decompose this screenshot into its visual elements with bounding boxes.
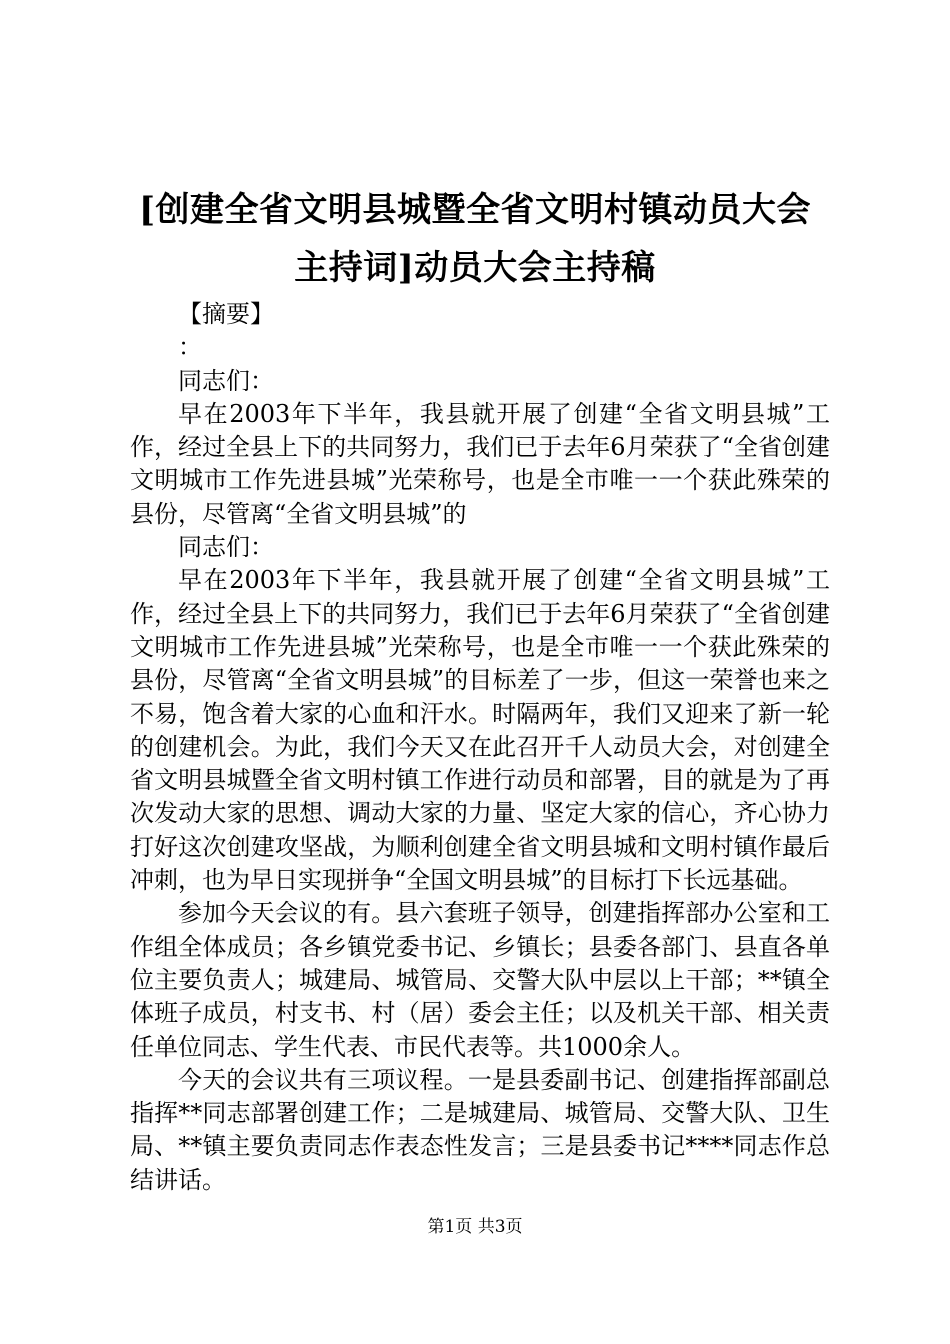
document-title-line-1: [创建全省文明县城暨全省文明村镇动员大会 xyxy=(138,190,812,230)
document-title-line-2: 主持词]动员大会主持稿 xyxy=(294,248,656,288)
body-paragraph: 早在2003年下半年，我县就开展了创建“全省文明县城”工作，经过全县上下的共同努力，我们已于去年6月荣获了“全省创建文明城市工作先进县城”光荣称号，也是全市唯一一个获此殊荣的县份，尽管离“全省文明县城”的 xyxy=(130,399,830,528)
abstract-colon: ： xyxy=(178,333,202,362)
body-paragraph: 早在2003年下半年，我县就开展了创建“全省文明县城”工作，经过全县上下的共同努力，我们已于去年6月荣获了“全省创建文明城市工作先进县城”光荣称号，也是全市唯一一个获此殊荣的县份，尽管离“全省文明县城”的目标差了一步，但这一荣誉也来之不易，饱含着大家的心血和汗水。时隔两年，我们又迎来了新一轮的创建机会。为此，我们今天又在此召开千人动员大会，对创建全省文明县城暨全省文明村镇工作进行动员和部署，目的就是为了再次发动大家的思想、调动大家的力量、坚定大家的信心，齐心协力打好这次创建攻坚战，为顺利创建全省文明县城和文明村镇作最后冲刺，也为早日实现拼争“全国文明县城”的目标打下长远基础。 xyxy=(130,566,830,895)
greeting: 同志们： xyxy=(178,366,274,395)
page-footer: 第1页 共3页 xyxy=(427,1217,523,1237)
body-paragraph: 参加今天会议的有。县六套班子领导，创建指挥部办公室和工作组全体成员；各乡镇党委书记、乡镇长；县委各部门、县直各单位主要负责人；城建局、城管局、交警大队中层以上干部；**镇全体班子成员，村支书、村（居）委会主任；以及机关干部、相关责任单位同志、学生代表、市民代表等。共1000余人。 xyxy=(130,899,830,1061)
document-body xyxy=(130,298,830,1197)
body-paragraph: 今天的会议共有三项议程。一是县委副书记、创建指挥部副总指挥**同志部署创建工作；二是城建局、城管局、交警大队、卫生局、**镇主要负责同志作表态性发言；三是县委书记****同志作总结讲话。 xyxy=(130,1065,830,1194)
greeting: 同志们： xyxy=(178,533,274,562)
abstract-heading: 【摘要】 xyxy=(178,300,274,328)
